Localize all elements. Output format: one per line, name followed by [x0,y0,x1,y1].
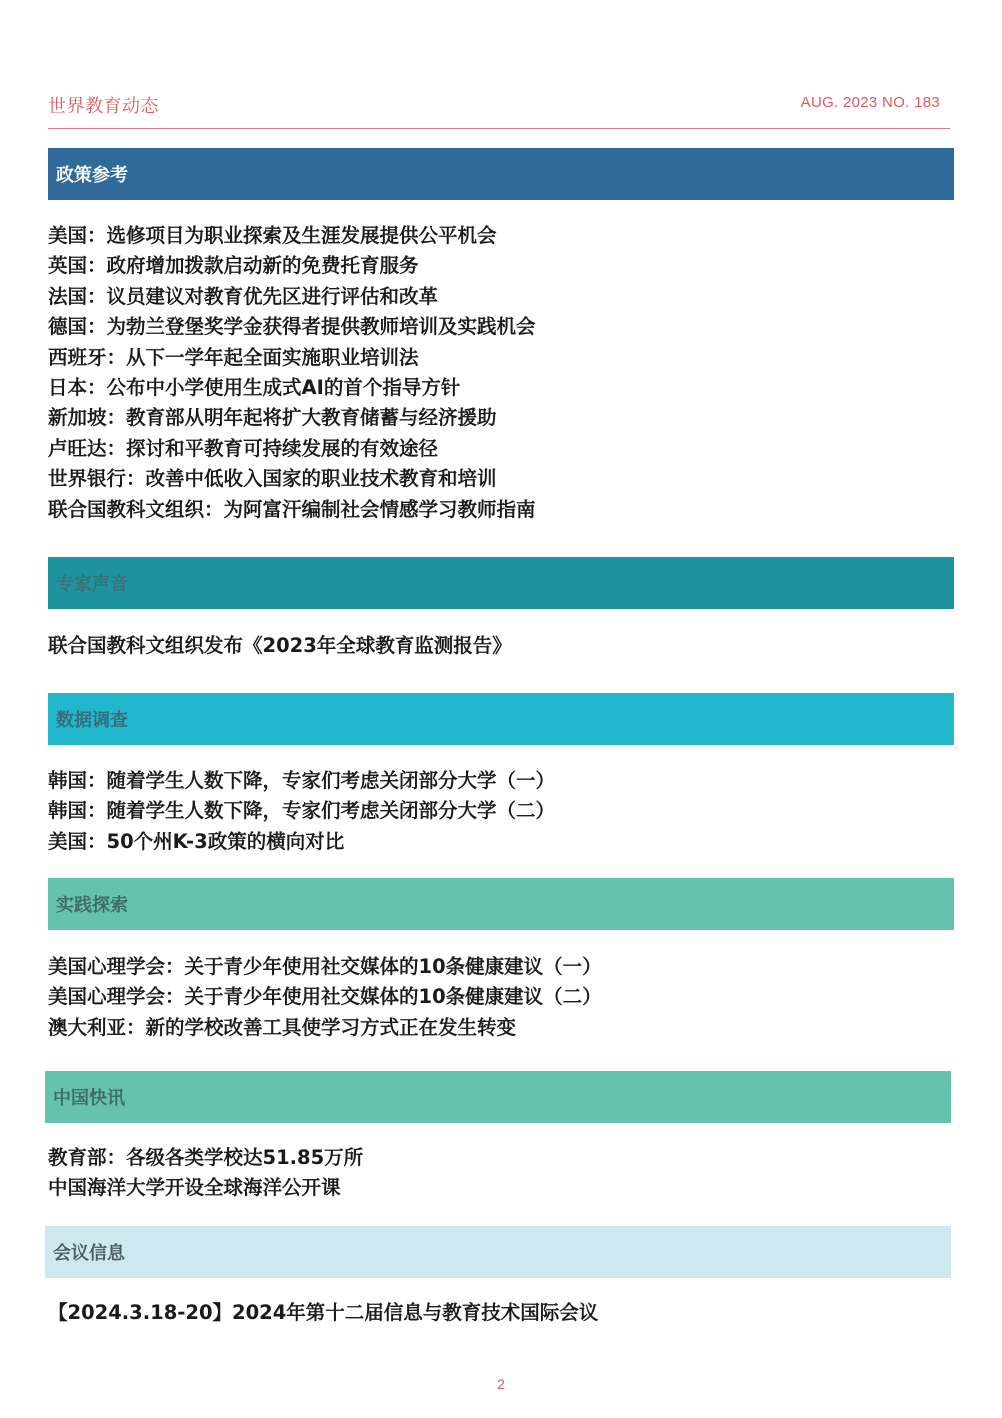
section-header-policy [48,148,954,200]
section-title: 会议信息 [53,1243,125,1264]
section-title: 中国快讯 [53,1088,125,1109]
article-link[interactable]: 美国心理学会：关于青少年使用社交媒体的10条健康建议（一） [48,955,602,978]
section-header-practice [48,878,954,930]
section-header-china [45,1071,951,1123]
meeting-article-list [48,1298,598,1328]
section-title: 实践探索 [56,895,128,916]
article-link[interactable]: 中国海洋大学开设全球海洋公开课 [48,1176,341,1200]
policy-article-list [48,221,536,525]
issue-number: AUG. 2023 NO. 183 [800,94,940,111]
section-title: 专家声音 [56,574,128,595]
publication-title: 世界教育动态 [48,96,159,117]
page-number: 2 [497,1376,505,1392]
article-link[interactable]: 美国：选修项目为职业探索及生涯发展提供公平机会 [48,224,497,247]
article-link[interactable]: 日本：公布中小学使用生成式AI的首个指导方针 [48,375,461,399]
section-header-expert [48,557,954,609]
article-link[interactable]: 卢旺达：探讨和平教育可持续发展的有效途径 [48,436,439,460]
expert-article-list [48,631,512,661]
article-link[interactable]: 澳大利亚：新的学校改善工具使学习方式正在发生转变 [48,1015,517,1039]
section-header-meeting [45,1226,951,1278]
article-link[interactable]: 新加坡：教育部从明年起将扩大教育储蓄与经济援助 [48,406,497,430]
article-link[interactable]: 德国：为勃兰登堡奖学金获得者提供教师培训及实践机会 [48,315,536,339]
article-link[interactable]: 美国：50个州K-3政策的横向对比 [48,829,345,853]
section-title: 数据调查 [56,710,128,731]
article-link[interactable]: 教育部：各级各类学校达51.85万所 [48,1146,364,1169]
article-link[interactable]: 西班牙：从下一学年起全面实施职业培训法 [48,345,419,369]
article-link[interactable]: 韩国：随着学生人数下降，专家们考虑关闭部分大学（二） [48,799,556,823]
article-link[interactable]: 法国：议员建议对教育优先区进行评估和改革 [48,284,439,308]
section-header-data [48,693,954,745]
article-link[interactable]: 韩国：随着学生人数下降，专家们考虑关闭部分大学（一） [48,769,556,792]
article-link[interactable]: 【2024.3.18-20】2024年第十二届信息与教育技术国际会议 [48,1301,599,1324]
section-title: 政策参考 [56,165,128,186]
article-link[interactable]: 联合国教科文组织发布《2023年全球教育监测报告》 [48,634,512,657]
practice-article-list [48,952,602,1043]
article-link[interactable]: 英国：政府增加拨款启动新的免费托育服务 [48,254,419,278]
data-article-list [48,766,555,857]
article-link[interactable]: 美国心理学会：关于青少年使用社交媒体的10条健康建议（二） [48,985,602,1009]
china-article-list [48,1143,363,1204]
article-link[interactable]: 联合国教科文组织：为阿富汗编制社会情感学习教师指南 [48,497,536,521]
header-divider [48,128,950,129]
article-link[interactable]: 世界银行：改善中低收入国家的职业技术教育和培训 [48,467,497,491]
